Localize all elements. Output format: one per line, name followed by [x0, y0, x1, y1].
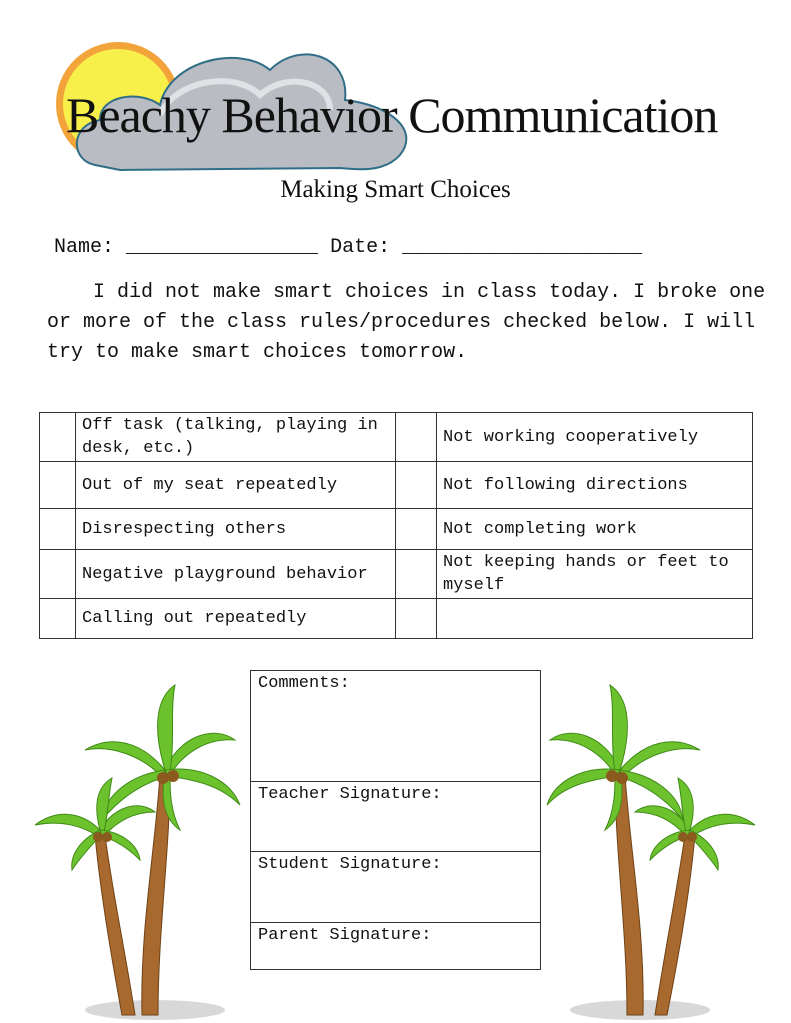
- rule-checkbox[interactable]: [40, 599, 76, 639]
- palm-tree-icon: [30, 680, 250, 1023]
- page-subtitle: Making Smart Choices: [280, 176, 511, 203]
- table-row: [40, 413, 753, 462]
- student-signature-field[interactable]: [251, 852, 541, 923]
- rule-checkbox[interactable]: [396, 413, 437, 462]
- rule-checkbox[interactable]: [40, 462, 76, 509]
- table-row: [40, 509, 753, 550]
- table-row: [40, 462, 753, 509]
- rule-label: [437, 599, 753, 639]
- teacher-signature-field[interactable]: [251, 782, 541, 852]
- comments-label: Comments:: [258, 674, 350, 693]
- rule-checkbox[interactable]: [396, 462, 437, 509]
- rule-label: Not following directions: [437, 462, 753, 509]
- rule-label: Negative playground behavior: [76, 550, 396, 599]
- student-signature-label: Student Signature:: [258, 855, 442, 874]
- rule-label: Disrespecting others: [76, 509, 396, 550]
- rule-checkbox[interactable]: [40, 509, 76, 550]
- palm-tree-icon: [545, 680, 765, 1023]
- rule-label: Off task (talking, playing in desk, etc.): [76, 413, 396, 462]
- rule-label: Not keeping hands or feet to myself: [437, 550, 753, 599]
- comments-field[interactable]: [251, 671, 541, 782]
- intro-paragraph: [47, 278, 767, 368]
- page-title: Beachy Behavior Communication: [66, 87, 718, 143]
- table-row: [40, 550, 753, 599]
- signature-box: [250, 670, 541, 970]
- rule-label: Not working cooperatively: [437, 413, 753, 462]
- name-field[interactable]: ________________: [126, 236, 319, 259]
- name-date-line: [54, 236, 642, 259]
- teacher-signature-label: Teacher Signature:: [258, 785, 442, 804]
- rule-label: Not completing work: [437, 509, 753, 550]
- parent-signature-field[interactable]: [251, 923, 541, 970]
- rule-checkbox[interactable]: [40, 413, 76, 462]
- rule-checkbox[interactable]: [40, 550, 76, 599]
- parent-signature-label: Parent Signature:: [258, 926, 432, 945]
- rule-checkbox[interactable]: [396, 550, 437, 599]
- date-label: Date:: [330, 236, 391, 259]
- rule-label: Calling out repeatedly: [76, 599, 396, 639]
- rule-label: Out of my seat repeatedly: [76, 462, 396, 509]
- rule-checkbox[interactable]: [396, 509, 437, 550]
- table-row: [40, 599, 753, 639]
- rules-checklist: [39, 412, 753, 639]
- date-field[interactable]: ____________________: [402, 236, 643, 259]
- name-label: Name:: [54, 236, 115, 259]
- rule-checkbox[interactable]: [396, 599, 437, 639]
- intro-text: I did not make smart choices in class today. I broke one or more of the class rules/procedures checked below. I will try to make smart choices tomorrow.: [47, 281, 766, 364]
